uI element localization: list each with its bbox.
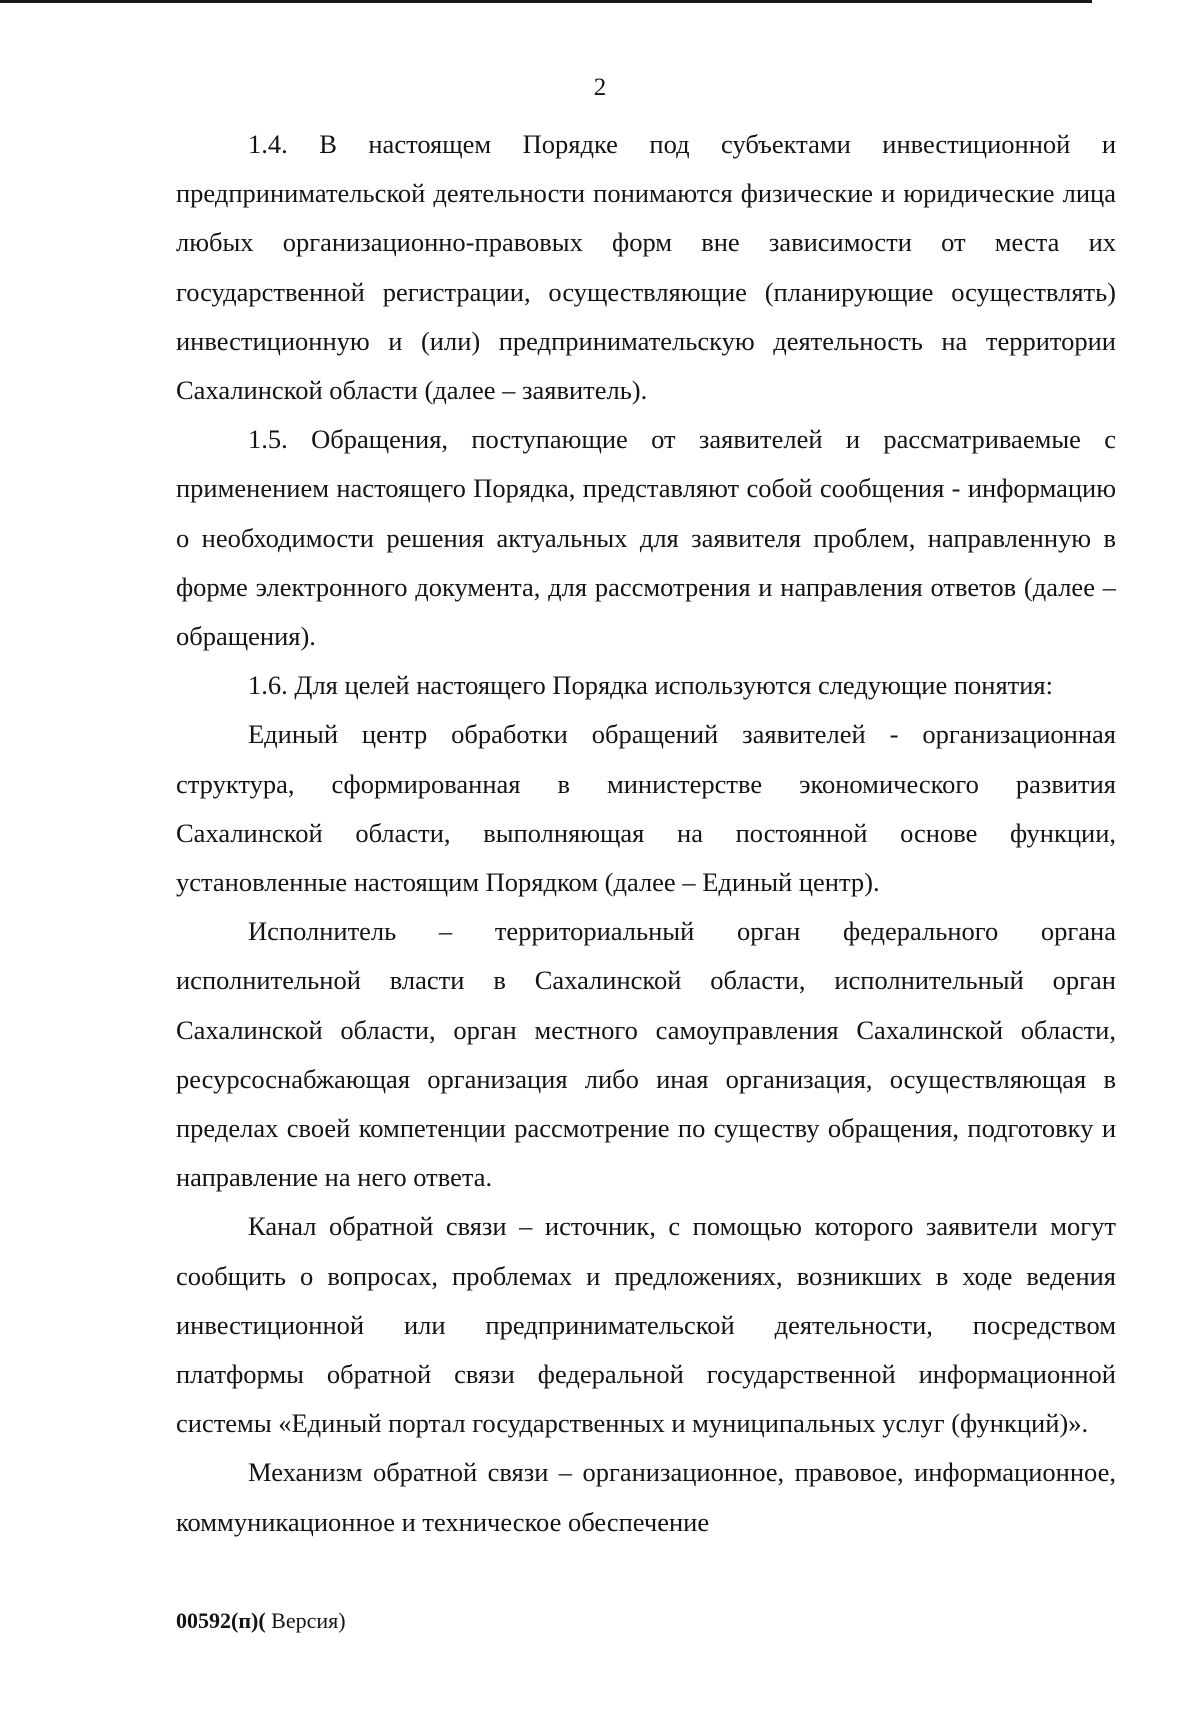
page-number: 2 [593, 74, 607, 101]
paragraph-1-5: 1.5. Обращения, поступающие от заявителей и рассматриваемые с применением настоящего Порядка, представляют собой сообщения - информацию о необходимости решения актуальных для заявителя проблем, направленную в форме электронного документа, для рассмотрения и направления ответов (далее – обращения). [176, 424, 1116, 652]
document-body [176, 120, 1116, 1547]
definition-executor: Исполнитель – территориальный орган федерального органа исполнительной власти в Сахалинской области, исполнительный орган Сахалинской области, орган местного самоуправления Сахалинской области, ресурсоснабжающая организация либо иная организация, осуществляющая в пределах своей компетенции рассмотрение по существу обращения, подготовку и направление на него ответа. [176, 916, 1116, 1193]
paragraph-1-4: 1.4. В настоящем Порядке под субъектами инвестиционной и предпринимательской деятельности понимаются физические и юридические лица любых организационно-правовых форм вне зависимости от места их государственной регистрации, осуществляющие (планирующие осуществлять) инвестиционную и (или) предпринимательскую деятельность на территории Сахалинской области (далее – заявитель). [176, 129, 1116, 406]
definition-feedback-channel: Канал обратной связи – источник, с помощью которого заявители могут сообщить о вопросах, проблемах и предложениях, возникших в ходе ведения инвестиционной или предпринимательской деятельности, посредством платформы обратной связи федеральной государственной информационной системы «Единый портал государственных и муниципальных услуг (функций)». [176, 1211, 1116, 1439]
document-code: 00592(п)( [176, 1608, 266, 1633]
top-edge-line [0, 0, 1092, 3]
definition-feedback-mechanism: Механизм обратной связи – организационное, правовое, информационное, коммуникационное и техническое обеспечение [176, 1457, 1116, 1537]
document-footer [176, 1608, 346, 1634]
paragraph-1-6: 1.6. Для целей настоящего Порядка используются следующие понятия: [248, 670, 1053, 701]
definition-unified-center: Единый центр обработки обращений заявителей - организационная структура, сформированная в министерстве экономического развития Сахалинской области, выполняющая на постоянной основе функции, установленные настоящим Порядком (далее – Единый центр). [176, 719, 1116, 898]
document-version: Версия) [265, 1608, 346, 1633]
